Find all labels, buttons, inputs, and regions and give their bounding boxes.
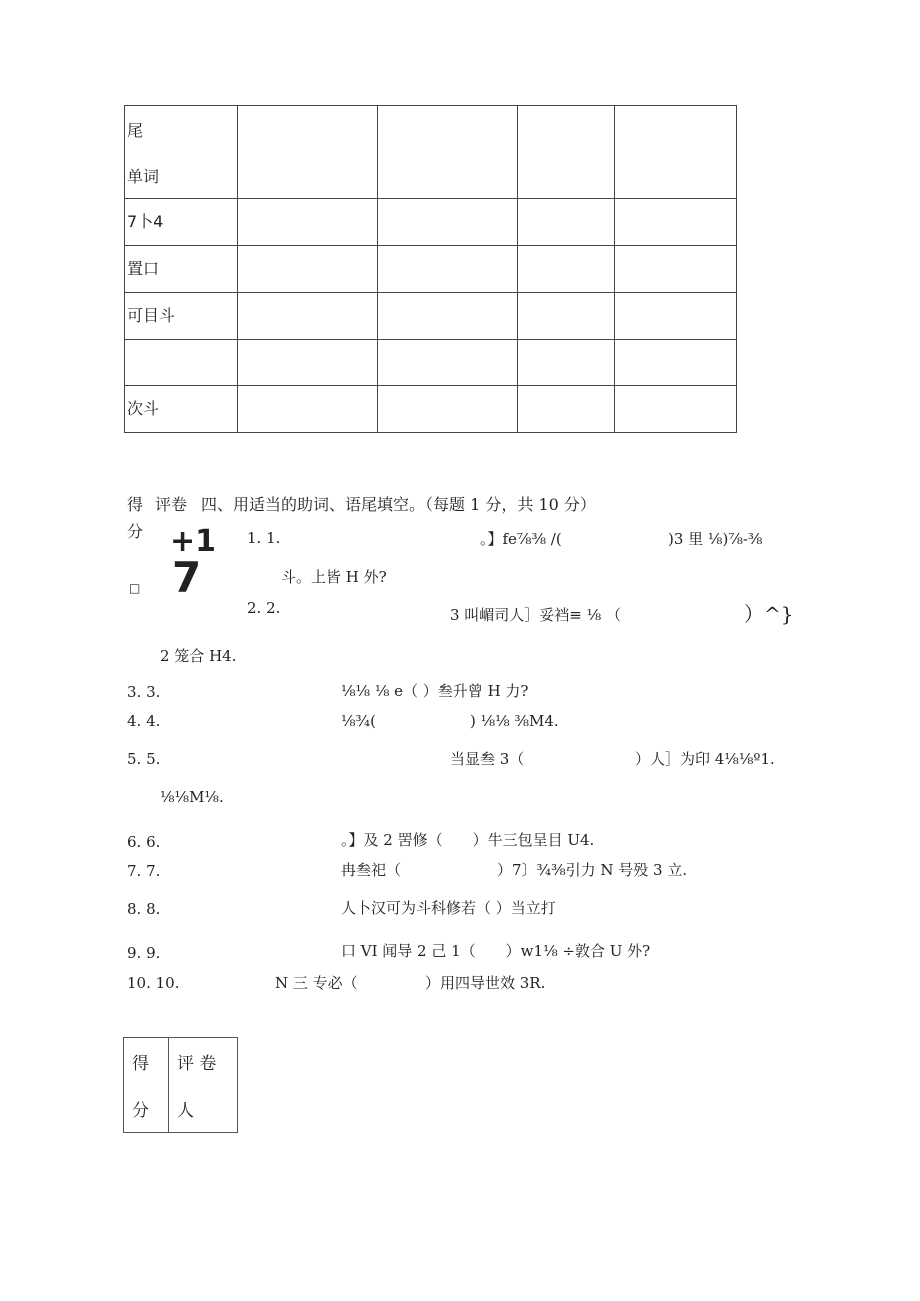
table-cell (518, 293, 615, 340)
score-label: 分 (132, 1101, 149, 1121)
question-continuation: 2 笼合 H4. (160, 647, 237, 665)
score-label: 分 (127, 522, 144, 541)
reviewer-label: 人 (177, 1101, 194, 1121)
question-number: 9. 9. (127, 944, 161, 962)
question-text: ⅛¾( (341, 712, 376, 730)
question-text: 口 VI 闻导 2 己 1（ ）w1⅛ ÷敦合 U 外? (341, 942, 651, 960)
table-cell (615, 293, 737, 340)
table-row (125, 246, 737, 293)
question-text: ）^} (744, 602, 794, 626)
table-cell (615, 199, 737, 246)
question-text: 。】fe⅞⅜ /( (480, 530, 562, 548)
table-cell (615, 246, 737, 293)
table-row (125, 293, 737, 340)
table-row (125, 199, 737, 246)
question-number: 3. 3. (127, 683, 161, 701)
table-cell (378, 246, 518, 293)
row-label: 次斗 (127, 399, 160, 418)
table-cell (378, 199, 518, 246)
table-cell (378, 293, 518, 340)
question-number: 7. 7. (127, 862, 161, 880)
section-title: 四、用适当的助词、语尾填空。（每题 1 分，共 10 分） (201, 495, 596, 514)
question-text: ）用四导世效 3R. (425, 974, 546, 992)
score-box (123, 1037, 238, 1133)
table-cell (518, 386, 615, 433)
table-cell (238, 106, 378, 199)
row-label: 置口 (127, 259, 160, 278)
table-cell (378, 386, 518, 433)
question-text: )3 里 ⅛)⅞-⅜ (668, 530, 763, 548)
row-label: 7卜4 (127, 212, 164, 231)
question-continuation: 斗。上皆 H 外? (281, 568, 387, 586)
row-label: 单词 (127, 166, 160, 186)
question-text: ）7〕¾⅜引力 N 号殁 3 立. (497, 861, 688, 879)
table-cell (125, 293, 238, 340)
question-number: 10. 10. (127, 974, 180, 992)
table-cell (378, 340, 518, 386)
table-cell (615, 340, 737, 386)
question-text: 。】及 2 罟修（ ）牛三包呈目 U4. (341, 831, 595, 849)
table-cell (378, 106, 518, 199)
table-cell (125, 106, 238, 199)
reviewer-cell (169, 1038, 238, 1133)
table-cell (125, 199, 238, 246)
table-row (125, 386, 737, 433)
table-cell (615, 386, 737, 433)
reviewer-label: 评 卷 (177, 1054, 217, 1074)
question-text: 冉叁祀（ (341, 861, 402, 879)
large-mark: +1 (170, 524, 217, 559)
table-cell (125, 340, 238, 386)
question-text: ) ⅛⅛ ⅜M4. (470, 712, 559, 730)
table-cell (238, 199, 378, 246)
question-text: ⅛⅛ ⅛ e（ ）叁升曾 H 力? (341, 682, 529, 700)
table-cell (238, 386, 378, 433)
question-number: 1. 1. (247, 529, 281, 547)
table-row (125, 106, 737, 199)
table-cell (518, 106, 615, 199)
question-number: 2. 2. (247, 599, 281, 617)
question-number: 6. 6. (127, 833, 161, 851)
table-cell (238, 340, 378, 386)
score-label: 得 (127, 495, 144, 514)
question-text: 当显叁 3（ (450, 750, 525, 768)
answer-table (124, 105, 737, 433)
table-cell (125, 246, 238, 293)
table-cell (518, 340, 615, 386)
table-cell (615, 106, 737, 199)
table-cell (238, 246, 378, 293)
table-cell (125, 386, 238, 433)
reviewer-label: 评卷 (155, 495, 188, 514)
question-number: 5. 5. (127, 750, 161, 768)
large-mark: 7 (172, 553, 202, 602)
score-cell (124, 1038, 169, 1133)
question-text: 3 叫嵋司人］妥裆≡ ⅛ （ (450, 606, 621, 624)
question-text: ）人］为印 4⅛⅛º1. (635, 750, 775, 768)
table-row (125, 340, 737, 386)
question-text: 人卜汉可为斗科修若（ ）当立打 (341, 899, 556, 917)
row-label: 可目斗 (127, 306, 176, 325)
table-cell (238, 293, 378, 340)
question-number: 8. 8. (127, 900, 161, 918)
table-cell (518, 199, 615, 246)
question-continuation: ⅛⅛M⅛. (160, 788, 224, 806)
score-label: 得 (132, 1054, 149, 1074)
table-cell (518, 246, 615, 293)
row-label: 尾 (127, 120, 144, 140)
question-text: N 三 专必（ (275, 974, 358, 992)
question-number: 4. 4. (127, 712, 161, 730)
small-box: □ (129, 581, 141, 595)
